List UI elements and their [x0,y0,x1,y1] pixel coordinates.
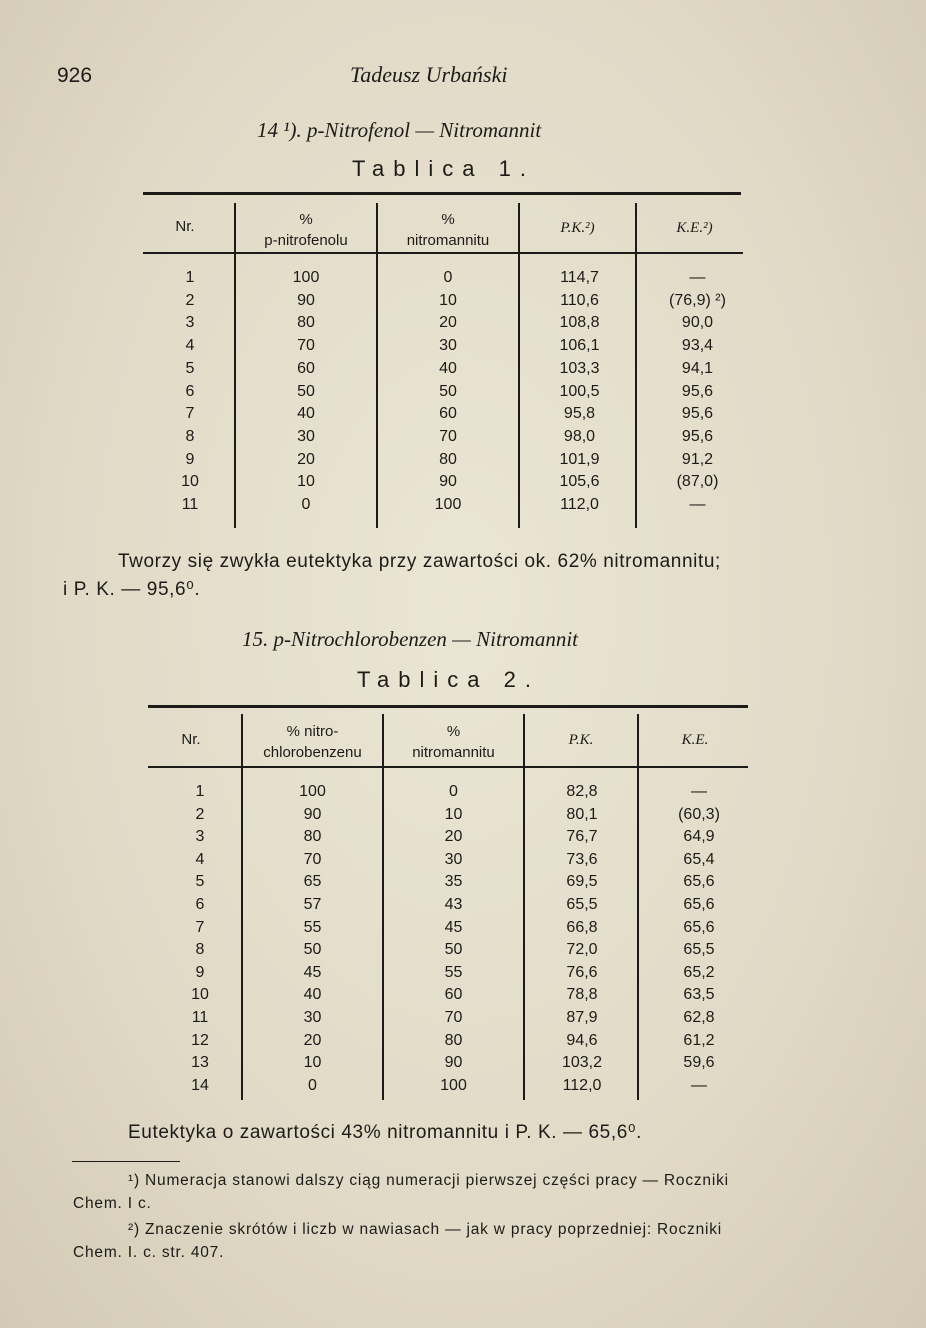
table-2-divider [523,714,525,1100]
table-cell: 103,3 [559,359,600,377]
table-cell: 91,2 [681,450,714,468]
table-cell: 9 [185,450,195,468]
table-cell: 95,6 [681,427,714,445]
table-cell: 4 [185,337,195,355]
table-cell: 66,8 [566,918,598,936]
table-cell: 40 [439,359,457,377]
table-cell: 95,6 [681,405,714,423]
table-2-header-rule [148,766,748,768]
section-14-title: 14 ¹). p-Nitrofenol — Nitromannit [257,118,542,142]
table-cell: — [689,496,706,513]
table-cell: 11 [181,496,199,513]
table-cell: 8 [195,941,205,959]
table-cell: 10 [303,1054,322,1072]
table-cell: 76,7 [566,828,598,846]
paragraph-2: Eutektyka o zawartości 43% nitromannitu i P. K. — 65,6⁰. [128,1122,642,1143]
footnote-separator [72,1161,180,1162]
table-cell: 80 [297,314,315,332]
table-cell: 90 [444,1054,463,1072]
table-cell: 4 [195,850,205,868]
table-cell: 70 [439,427,457,445]
header-line: chlorobenzenu [263,744,362,761]
table-cell: 45 [444,918,463,936]
table-cell: 3 [195,828,205,846]
table-cell: 73,6 [566,850,598,868]
table-cell: 50 [439,382,457,400]
table-cell: 95,6 [681,382,714,400]
table-cell: 8 [185,427,195,445]
table-2-divider [637,714,639,1100]
table-cell: 7 [185,405,195,423]
table-cell: 100 [299,783,326,800]
table-1-top-rule [143,192,741,195]
table-cell: 72,0 [566,941,598,959]
table-cell: 30 [303,1009,322,1026]
table-cell: 57 [303,896,322,913]
table-cell: 14 [191,1076,209,1094]
table-cell: 6 [185,382,195,400]
table-2-header-c3: P.K. [568,732,594,748]
table-2-header-c1 [243,721,382,763]
table-cell: 0 [443,269,453,286]
table-cell: 94,6 [566,1031,598,1049]
table-cell: 10 [439,291,457,309]
table-cell: 43 [444,896,463,913]
table-cell: 70 [444,1009,463,1026]
table-cell: 55 [444,963,463,981]
table-cell: 30 [297,427,315,445]
table-cell: 10 [444,805,463,823]
table-cell: 50 [297,382,315,400]
table-1-header-rule [143,252,743,254]
table-cell: 69,5 [566,873,598,891]
table-cell: 10 [191,986,209,1004]
table-cell: 60 [297,359,315,377]
table-cell: 10 [297,473,315,491]
table-cell: 35 [444,873,463,891]
table-cell: 62,8 [683,1009,715,1026]
table-2-header-c2 [384,721,523,763]
table-cell: 61,2 [683,1031,715,1049]
page-number: 926 [57,64,93,87]
table-cell: 105,6 [559,473,600,491]
table-cell: 10 [181,473,199,491]
table-cell: 55 [303,918,322,936]
table-cell: 65,5 [683,941,715,959]
table-cell: 64,9 [683,828,715,846]
table-cell: 90 [439,473,457,491]
table-cell: 20 [297,450,315,468]
table-cell: 95,8 [563,405,596,423]
table-cell: 93,4 [681,337,714,355]
table-2-top-rule [148,705,748,708]
table-cell: 12 [191,1031,209,1049]
header-line: nitromannitu [412,744,495,761]
table-cell: 65,6 [683,918,715,936]
table-cell: 65,2 [683,963,715,981]
table-cell: 5 [185,359,195,377]
table-1-header-nr: Nr. [175,218,195,235]
table-cell: 6 [195,896,205,913]
table-cell: 103,2 [561,1054,603,1072]
table-cell: 9 [195,963,205,981]
table-cell: 40 [303,986,322,1004]
header-line: p-nitrofenolu [264,232,348,249]
table-1-divider [518,203,520,528]
table-cell: 65,6 [683,873,715,891]
section-15-title: 15. p-Nitrochlorobenzen — Nitromannit [242,627,578,651]
table-cell: 60 [439,405,457,423]
table-cell: — [689,269,706,286]
table-cell: 0 [308,1076,317,1094]
table-1-header-c1 [236,209,376,251]
table-cell: 20 [303,1031,322,1049]
table-cell: 80 [303,828,322,846]
table-cell: 101,9 [559,450,600,468]
table-cell: 100,5 [559,382,600,400]
table-1-caption: Tablica 1. [352,156,535,181]
table-cell: 108,8 [559,314,600,332]
table-cell: 65,6 [683,896,715,913]
paragraph-1-line-1: Tworzy się zwykła eutektyka przy zawartości ok. 62% nitromannitu; [118,551,721,572]
table-cell: 80 [444,1031,463,1049]
table-cell: 7 [195,918,205,936]
table-cell: (60,3) [678,805,720,823]
table-cell: 5 [195,873,205,891]
table-cell: 50 [444,941,463,959]
table-cell: 100 [292,269,320,286]
table-cell: 112,0 [560,496,599,513]
table-cell: 3 [185,314,195,332]
header-line: % [446,723,461,740]
table-cell: (87,0) [676,473,719,491]
table-cell: 87,9 [566,1009,598,1026]
table-cell: 70 [297,337,315,355]
table-cell: 100 [434,496,462,513]
footnote-1-line-1: ¹) Numeracja stanowi dalszy ciąg numeracji pierwszej części pracy — Roczniki [128,1172,729,1189]
table-cell: 90 [297,291,315,309]
table-cell: 50 [303,941,322,959]
paragraph-1-line-2: i P. K. — 95,6⁰. [63,579,201,600]
table-cell: 80 [439,450,457,468]
header-line: nitromannitu [406,232,490,249]
table-cell: 110,6 [560,291,599,309]
footnote-1-line-2: Chem. I c. [73,1195,152,1212]
table-cell: 59,6 [683,1054,715,1072]
table-cell: 65,5 [566,896,598,913]
table-cell: 80,1 [566,805,598,823]
table-cell: 0 [301,496,311,513]
table-cell: 2 [195,805,205,823]
table-1-divider [635,203,637,528]
table-2-header-nr: Nr. [181,731,201,748]
table-cell: 60 [444,986,463,1004]
table-1-header-c4: K.E.²) [676,220,713,236]
table-cell: 0 [449,783,458,800]
table-cell: 63,5 [683,986,715,1004]
table-cell: 90,0 [681,314,714,332]
table-1-header-c2 [378,209,518,251]
table-cell: 1 [195,783,205,800]
table-cell: 100 [440,1076,467,1094]
table-cell: 112,0 [562,1076,602,1094]
table-cell: — [691,1076,707,1094]
table-cell: 30 [444,850,463,868]
table-cell: 13 [191,1054,209,1072]
table-2-caption: Tablica 2. [357,667,540,692]
table-cell: 70 [303,850,322,868]
header-line: % nitro- [286,723,339,740]
footnote-2-line-1: ²) Znaczenie skrótów i liczb w nawiasach — jak w pracy poprzedniej: Roczniki [128,1221,723,1238]
table-cell: (76,9) ²) [669,291,726,309]
table-cell: 20 [444,828,463,846]
table-cell: 76,6 [566,963,598,981]
table-cell: 20 [439,314,457,332]
table-cell: 65 [303,873,322,891]
table-2-header-c4: K.E. [681,732,709,748]
table-cell: — [691,783,707,800]
table-cell: 90 [303,805,322,823]
table-cell: 2 [185,291,195,309]
table-cell: 94,1 [681,359,714,377]
table-cell: 45 [303,963,322,981]
table-cell: 106,1 [559,337,600,355]
table-cell: 1 [185,269,195,286]
footnote-2-line-2: Chem. I. c. str. 407. [73,1244,225,1261]
table-cell: 11 [191,1009,209,1026]
table-cell: 78,8 [566,986,598,1004]
table-cell: 40 [297,405,315,423]
running-head-author: Tadeusz Urbański [350,62,508,87]
table-cell: 114,7 [560,269,599,286]
table-cell: 30 [439,337,457,355]
table-cell: 98,0 [563,427,596,445]
table-1-header-c3: P.K.²) [560,220,595,236]
header-line: % [441,211,455,228]
header-line: % [299,211,313,228]
table-cell: 65,4 [683,850,715,868]
table-cell: 82,8 [566,783,598,800]
